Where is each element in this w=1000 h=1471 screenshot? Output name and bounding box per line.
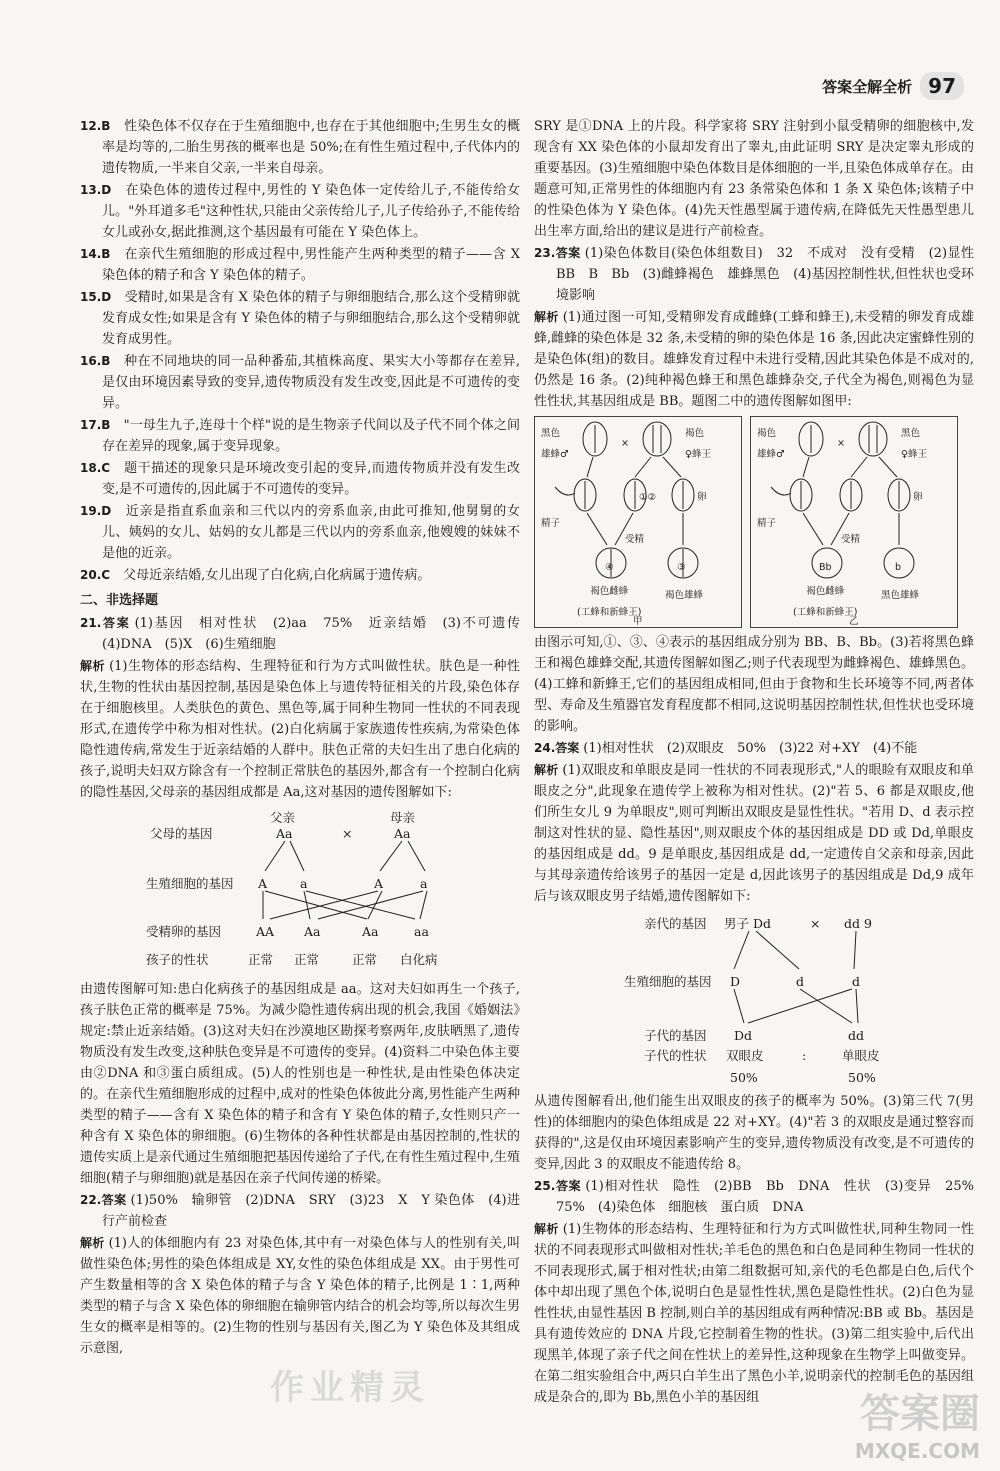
page-number: 97	[920, 72, 964, 100]
father-genotype: Aa	[276, 826, 293, 841]
cross-symbol: ×	[810, 916, 821, 931]
parents-genes-label: 亲代的基因	[644, 916, 707, 931]
cross-symbol: ×	[342, 826, 353, 841]
fig-jia-fert: 受精	[625, 534, 645, 545]
gamete: A	[258, 876, 268, 891]
mother-label: 母亲	[390, 810, 416, 825]
fig-jia-child2: 褐色雄蜂	[665, 590, 704, 601]
fig-jia-parent1: 黑色 雄蜂♂	[541, 428, 569, 460]
q21-explanation: 解析 (1)生物体的形态结构、生理特征和行为方式叫做性状。肤色是一种性状,生物的性状由基因控制,基因是染色体上与遗传特征相关的片段,染色体存在于细胞核里。人类肤色的黄色、黑色等,属于同种生物同一性状的不同表现形式,在遗传学中称为相对性状。(2)白化病属于家族遗传性疾病,为常染色体隐性遗传病,常发生于近亲结婚的人群中。肤色正常的夫妇生出了患白化病的孩子,说明夫妇双方除含有一个控制正常肤色的基因外,都含有一个控制白化病的隐性基因,父母亲的基因组成都是 Aa,这对基因的遗传图解如下:	[80, 659, 520, 800]
q21-cross-diagram	[80, 807, 520, 975]
fig-yi-g2: b	[895, 562, 902, 573]
fig-yi-fert: 受精	[841, 534, 861, 545]
offspring-trait: 单眼皮	[842, 1048, 880, 1063]
phenotype: 白化病	[400, 952, 438, 967]
q24-explanation: 解析 (1)双眼皮和单眼皮是同一性状的不同表现形式,"人的眼睑有双眼皮和单眼皮之分",此现象在遗传学上被称为相对性状。(2)"若 5、6 都是双眼皮,他们所生女儿 9 为单眼皮",则可判断出双眼皮是显性性状。"若用 D、d 表示控制这对性状的显、隐性基因",则双眼皮个体的基因组成是 DD 或 Dd,单眼皮的基因组成是 dd。9 是单眼皮,基因组成是 dd,一定遗传自父亲和母亲,因此与其母亲遗传给该男子的基因一定是 d,因此该男子的基因组成是 Dd,9 成年后与该双眼皮男子结婚,遗传图解如下:	[534, 763, 974, 904]
fig-yi-caption: 乙	[849, 616, 859, 627]
female-genotype: dd 9	[844, 916, 872, 931]
fig-jia-sperm: 精子	[541, 518, 561, 529]
parents-genes-label: 父母的基因	[150, 826, 213, 841]
q21-explanation-cont: 由遗传图解可知:患白化病孩子的基因组成是 aa。这对夫妇如再生一个孩子,孩子肤色正常的概率是 75%。为减少隐性遗传病出现的机会,我国《婚姻法》规定:禁止近亲结婚。(3)这对夫妇在沙漠地区勘探考察两年,皮肤晒黑了,遗传物质没有发生改变,这种肤色变异是不可遗传的变异。(4)资料二中染色体主要由②DNA 和③蛋白质组成。(5)人的性别也是一种性状,是由性染色体决定的。在亲代生殖细胞形成的过程中,成对的性染色体彼此分离,男性能产生两种类型的精子——含有 X 染色体的精子和含有 Y 染色体的精子,女性则只产一种含有 X 染色体的卵细胞。(6)生物体的各种性状都是由基因控制的,性状的遗传实质上是亲代通过生殖细胞把基因传递给了子代,在有性生殖过程中,生殖细胞(精子与卵细胞)就是基因在亲子代间传递的桥梁。	[80, 982, 520, 1186]
fig-yi-parent1: 褐色 雄蜂♂	[757, 428, 785, 460]
q23-explanation-cont: 由图示可知,①、③、④表示的基因组成分别为 BB、B、Bb。(3)若将黑色蜂王和褐色雄蜂交配,其遗传图解如图乙;则子代表现型为雌蜂褐色、雄蜂黑色。(4)工蜂和新蜂王,它们的基因组成相同,但由于食物和生长环境等不同,两者体型、寿命及生殖器官发育程度都不相同,这说明基因控制性状,但性状也受环境的影响。	[534, 635, 974, 734]
fig-jia-egg: 卵	[697, 492, 707, 503]
fig-yi-g1: Bb	[819, 562, 832, 573]
father-label: 父亲	[270, 810, 296, 825]
q12: 12.B 性染色体不仅存在于生殖细胞中,也存在于其他细胞中;生男生女的概率是均等的,二胎生男孩的概率也是 50%;在有性生殖过程中,子代体内的遗传物质,一半来自父亲,一半来自母亲。	[80, 119, 520, 176]
q23-explanation: 解析 (1)通过图一可知,受精卵发育成雌蜂(工蜂和蜂王),未受精的卵发育成雄蜂,雌蜂的染色体是 32 条,未受精的卵的染色体是 16 条,因此决定蜜蜂性别的是染色体(组)的数目。雄蜂发育过程中未进行受精,因此其染色体是不成对的,仍然是 16 条。(2)纯种褐色蜂王和黑色雄蜂杂交,子代全为褐色,则褐色为显性性状,其基因组成是 BB。题图二中的遗传图解如图甲:	[534, 310, 974, 409]
header-title: 答案全解全析	[822, 77, 913, 96]
fig-jia-genes: ①②	[639, 492, 657, 503]
fig-jia-child1: 褐色雌蜂 (工蜂和新蜂王)	[577, 586, 642, 618]
fig-yi-egg: 卵	[913, 492, 923, 503]
watermark-url: MXQE.COM	[854, 1439, 980, 1463]
fig-yi-parent2: 黑色 ♀蜂王	[901, 428, 927, 460]
watermark	[855, 1382, 980, 1463]
gamete: d	[852, 974, 861, 989]
zygote: AA	[256, 924, 275, 939]
q23-answer: 23.答案 (1)染色体数目(染色体组数目) 32 不成对 没有受精 (2)显性 BB B Bb (3)雌蜂褐色 雄蜂黑色 (4)基因控制性状,但性状也受环境影响	[534, 246, 988, 303]
zygote: Aa	[362, 924, 379, 939]
offspring-percent: 50%	[730, 1070, 758, 1085]
ratio-colon: :	[802, 1048, 807, 1063]
q24-cross-diagram	[534, 911, 974, 1087]
fig-jia-parent2: 褐色 ♀蜂王	[685, 428, 711, 460]
gamete: a	[300, 876, 308, 891]
q25-answer: 25.答案 (1)相对性状 隐性 (2)BB Bb DNA 性状 (3)变异 25% 75% (4)染色体 细胞核 蛋白质 DNA	[534, 1179, 987, 1215]
page-header	[822, 72, 964, 100]
q17: 17.B "一母生九子,连母十个样"说的是生物亲子代间以及子代不同个体之间存在差异的现象,属于变异现象。	[80, 418, 520, 454]
gamete: a	[420, 876, 428, 891]
section-heading: 二、非选择题	[80, 593, 159, 608]
phenotype: 正常	[352, 952, 378, 967]
phenotype-label: 孩子的性状	[146, 952, 209, 967]
q21-answer: 21.答案 (1)基因 相对性状 (2)aa 75% 近亲结婚 (3)不可遗传 (4)DNA (5)X (6)生殖细胞	[80, 616, 534, 652]
gamete: d	[796, 974, 805, 989]
fig-yi-sperm: 精子	[757, 518, 777, 529]
offspring-trait: 双眼皮	[726, 1048, 764, 1063]
fig-jia-caption: 甲	[633, 616, 643, 627]
q22-answer: 22.答案 (1)50% 输卵管 (2)DNA SRY (3)23 X Y 染色体 (4)进行产前检查	[80, 1193, 520, 1229]
offspring-genes-label: 子代的基因	[644, 1028, 707, 1043]
zygote: Aa	[304, 924, 321, 939]
phenotype: 正常	[248, 952, 274, 967]
offspring-trait-label: 子代的性状	[644, 1048, 707, 1063]
offspring-genotype: dd	[848, 1028, 865, 1043]
fig-jia-n3: ③	[677, 562, 686, 573]
q16: 16.B 种在不同地块的同一品种番茄,其植株高度、果实大小等都存在差异,是仅由环境因素导致的变异,遗传物质没有发生改变,因此是不可遗传的变异。	[80, 354, 520, 411]
gamete: D	[730, 974, 741, 989]
fig-yi-child2: 黑色雄蜂	[881, 590, 920, 601]
mother-genotype: Aa	[394, 826, 411, 841]
q18: 18.C 题干描述的现象只是环境改变引起的变异,而遗传物质并没有发生改变,是不可遗传的,因此属于不可遗传的变异。	[80, 461, 520, 497]
watermark-logo: 答案圈	[860, 1391, 980, 1437]
left-column	[80, 116, 534, 1360]
male-genotype: 男子 Dd	[724, 916, 771, 931]
q22-explanation-cont: SRY 是①DNA 上的片段。科学家将 SRY 注射到小鼠受精卵的细胞核中,发现含有 XX 染色体的小鼠却发育出了睾丸,由此证明 SRY 是决定睾丸形成的重要基因。(3)生殖细胞中染色体数目是体细胞的一半,且染色体成单存在。由题意可知,正常男性的体细胞内有 23 条常染色体和 1 条 X 染色体;该精子中的性染色体为 Y 染色体。(4)先天性愚型属于遗传病,在降低先天性愚型患儿出生率方面,给出的建议是进行产前检查。	[534, 119, 974, 239]
q14: 14.B 在亲代生殖细胞的形成过程中,男性能产生两种类型的精子——含 X 染色体的精子和含 Y 染色体的精子。	[80, 247, 520, 283]
right-column	[534, 116, 988, 1409]
q24-answer: 24.答案 (1)相对性状 (2)双眼皮 50% (3)22 对+XY (4)不能	[534, 741, 918, 756]
phenotype: 正常	[294, 952, 320, 967]
fig-jia-n4: ④	[605, 562, 614, 573]
fig-yi-child1: 褐色雌蜂 (工蜂和新蜂王)	[793, 586, 858, 618]
zygote: aa	[414, 924, 429, 939]
gamete-label: 生殖细胞的基因	[624, 974, 712, 989]
figure-yi	[750, 416, 958, 628]
watermark-left: 作业精灵	[270, 1368, 430, 1408]
zygote-label: 受精卵的基因	[146, 924, 222, 939]
q22-explanation: 解析 (1)人的体细胞内有 23 对染色体,其中有一对染色体与人的性别有关,叫做性染色体;男性的染色体组成是 XY,女性的染色体组成是 XX。由于男性可产生数量相等的含 X 染色体的精子与含 Y 染色体的精子,比例是 1∶1,两种类型的精子与含 X 染色体的卵细胞在输卵管内结合的机会均等,所以每次生男生女的概率是相等的。(2)生物的性别与基因有关,图乙为 Y 染色体及其组成示意图,	[80, 1236, 520, 1356]
q20: 20.C 父母近亲结婚,女儿出现了白化病,白化病属于遗传病。	[80, 568, 431, 583]
figure-jia	[534, 416, 742, 628]
q19: 19.D 近亲是指直系血亲和三代以内的旁系血亲,由此可推知,他舅舅的女儿、姨妈的女儿、姑妈的女儿都是三代以内的旁系血亲,他嫂嫂的妹妹不是他的近亲。	[80, 504, 520, 561]
offspring-percent: 50%	[848, 1070, 876, 1085]
fig-jia-cross: ×	[621, 438, 629, 449]
q24-explanation-cont: 从遗传图解看出,他们能生出双眼皮的孩子的概率为 50%。(3)第三代 7(男性)的体细胞内的染色体组成是 22 对+XY。(4)"若 3 的双眼皮是通过整容而获得的",这是仅由环境因素影响产生的变异,遗传物质没有改变,是不可遗传的变异,因此 3 的双眼皮不能遗传给 8。	[534, 1094, 974, 1172]
q25-explanation: 解析 (1)生物体的形态结构、生理特征和行为方式叫做性状,同种生物同一性状的不同表现形式叫做相对性状;羊毛色的黑色和白色是同种生物同一性状的不同表现形式,属于相对性状;由第二组数据可知,亲代的毛色都是白色,后代个体中却出现了黑色个体,说明白色是显性性状,黑色是隐性性状。(2)白色为显性性状,由显性基因 B 控制,则白羊的基因组成有两种情况:BB 或 Bb。基因是具有遗传效应的 DNA 片段,它控制着生物的性状。(3)第二组实验中,后代出现黑羊,体现了亲子代之间在性状上的差异性,这种现象在生物学上叫做变异。在第二组实验组合中,两只白羊生出了黑色小羊,说明亲代的控制毛色的基因组成是杂合的,即为 Bb,黑色小羊的基因组	[534, 1222, 974, 1405]
bee-figures	[534, 416, 974, 628]
gamete-label: 生殖细胞的基因	[146, 876, 234, 891]
q15: 15.D 受精时,如果是含有 X 染色体的精子与卵细胞结合,那么这个受精卵就发育成女性;如果是含有 Y 染色体的精子与卵细胞结合,那么这个受精卵就发育成男性。	[80, 290, 520, 347]
q13: 13.D 在染色体的遗传过程中,男性的 Y 染色体一定传给儿子,不能传给女儿。"外耳道多毛"这种性状,只能由父亲传给儿子,儿子传给孙子,不能传给女儿或孙女,据此推测,这个基因最有可能在 Y 染色体上。	[80, 183, 520, 240]
gamete: A	[374, 876, 384, 891]
offspring-genotype: Dd	[734, 1028, 753, 1043]
fig-yi-cross: ×	[837, 438, 845, 449]
